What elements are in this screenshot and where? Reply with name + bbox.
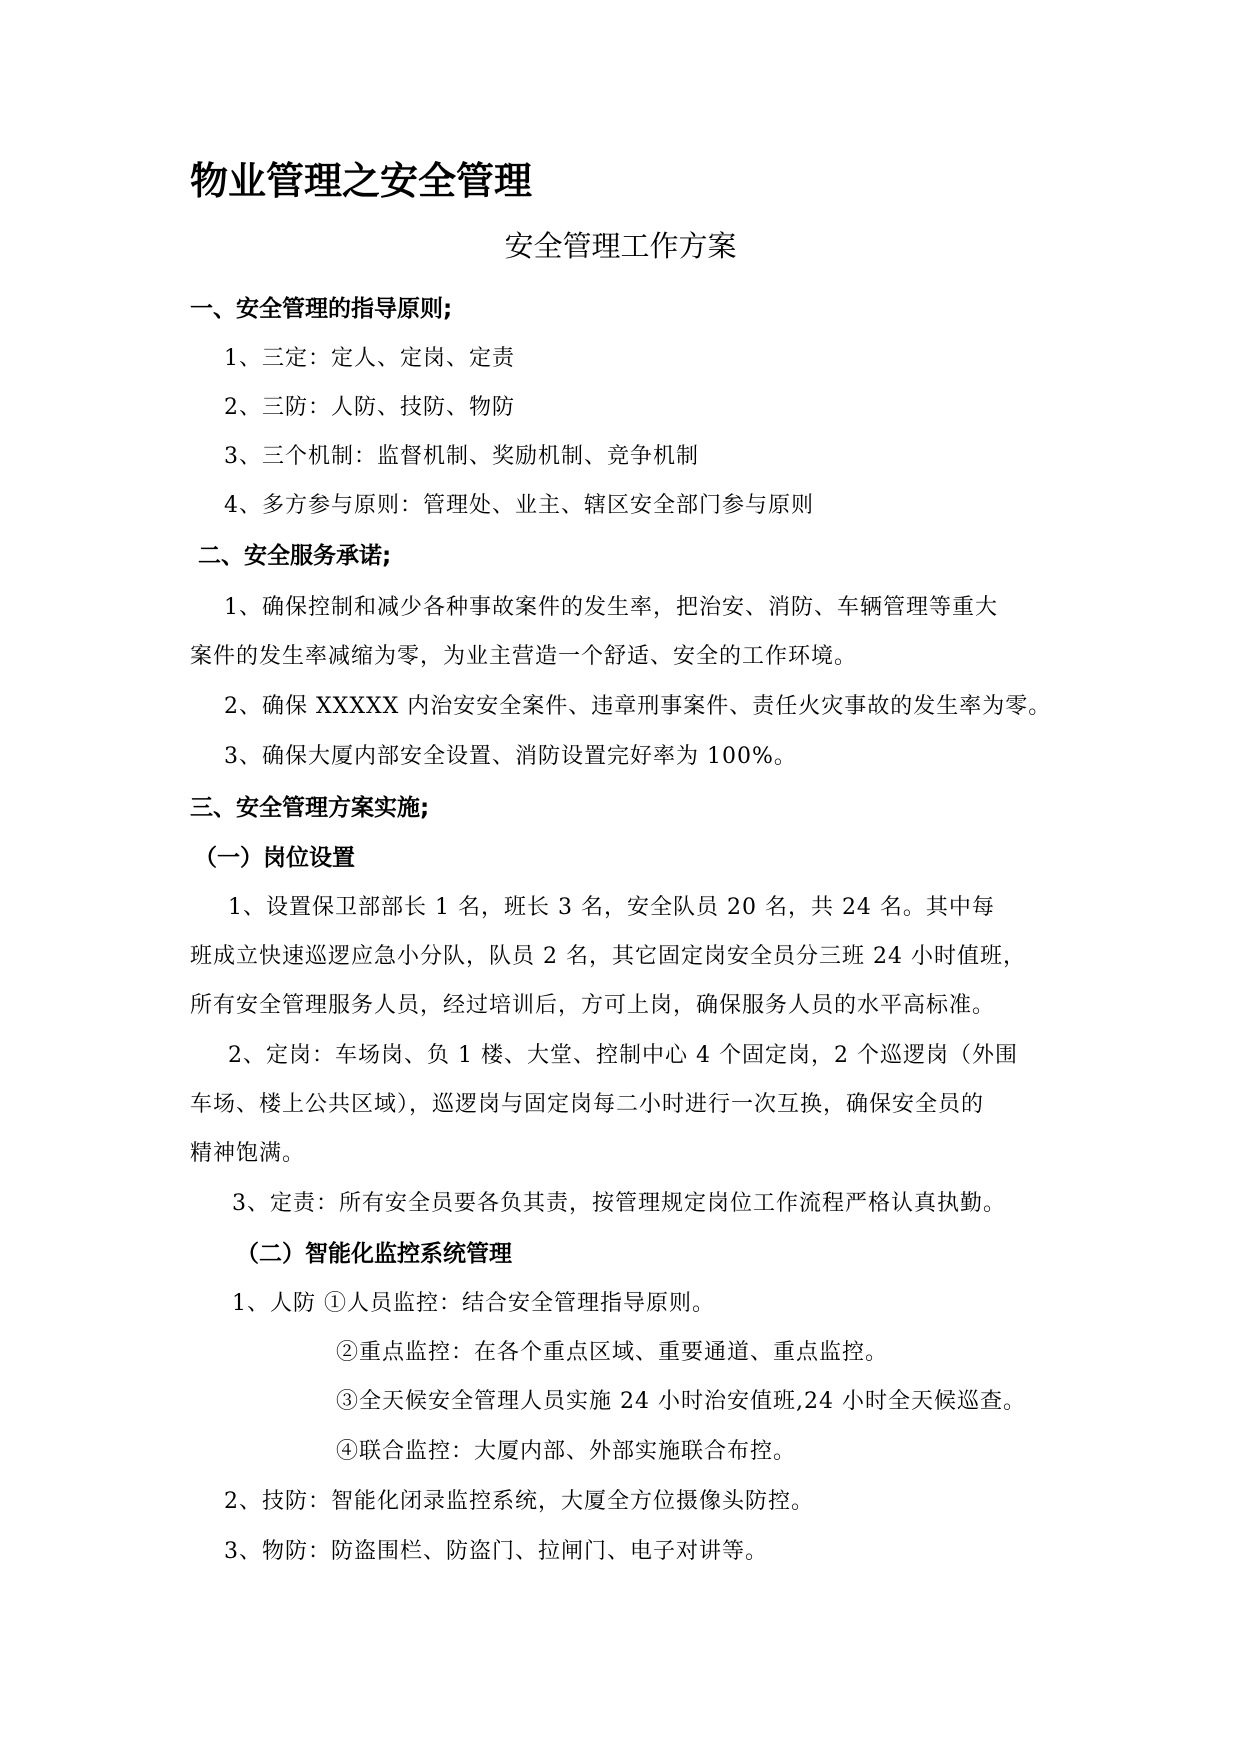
sub1-p1-line3: 所有安全管理服务人员，经过培训后，方可上岗，确保服务人员的水平高标准。 xyxy=(190,993,996,1018)
people-defense-4: ④联合监控：大厦内部、外部实施联合布控。 xyxy=(336,1439,797,1464)
physical-defense: 3、物防：防盗围栏、防盗门、拉闸门、电子对讲等。 xyxy=(224,1539,768,1564)
section3-sub2-heading: （二）智能化监控系统管理 xyxy=(236,1241,512,1267)
section3-sub1-heading: （一）岗位设置 xyxy=(194,845,355,871)
people-defense-1: 1、人防 ①人员监控：结合安全管理指导原则。 xyxy=(232,1291,715,1316)
people-defense-2: ②重点监控：在各个重点区域、重要通道、重点监控。 xyxy=(336,1340,889,1365)
document-subtitle: 安全管理工作方案 xyxy=(504,229,737,263)
sub1-p3: 3、定责：所有安全员要各负其责，按管理规定岗位工作流程严格认真执勤。 xyxy=(232,1191,1006,1216)
section2-item1-line2: 案件的发生率减缩为零，为业主营造一个舒适、安全的工作环境。 xyxy=(190,644,858,669)
section1-item-4: 4、多方参与原则：管理处、业主、辖区安全部门参与原则 xyxy=(224,493,814,518)
section1-item-1: 1、三定：定人、定岗、定责 xyxy=(224,346,515,371)
sub1-p1-line2: 班成立快速巡逻应急小分队，队员 2 名，其它固定岗安全员分三班 24 小时值班， xyxy=(190,944,1026,969)
sub1-p2-line1: 2、定岗：车场岗、负 1 楼、大堂、控制中心 4 个固定岗，2 个巡逻岗（外围 xyxy=(228,1043,1018,1068)
sub1-p2-line3: 精神饱满。 xyxy=(190,1141,306,1166)
tech-defense: 2、技防：智能化闭录监控系统，大厦全方位摄像头防控。 xyxy=(224,1489,814,1514)
section2-item2: 2、确保 XXXXX 内治安安全案件、违章刑事案件、责任火灾事故的发生率为零。 xyxy=(224,694,1052,719)
section3-heading: 三、安全管理方案实施; xyxy=(190,795,430,821)
section1-item-3: 3、三个机制：监督机制、奖励机制、竞争机制 xyxy=(224,444,699,469)
sub1-p1-line1: 1、设置保卫部部长 1 名，班长 3 名，安全队员 20 名，共 24 名。其中每 xyxy=(228,895,995,920)
section2-heading: 二、安全服务承诺; xyxy=(198,543,392,569)
people-defense-3: ③全天候安全管理人员实施 24 小时治安值班,24 小时全天候巡查。 xyxy=(336,1389,1026,1414)
section1-item-2: 2、三防：人防、技防、物防 xyxy=(224,395,515,420)
section2-item1-line1: 1、确保控制和减少各种事故案件的发生率，把治安、消防、车辆管理等重大 xyxy=(224,595,998,620)
section1-heading: 一、安全管理的指导原则; xyxy=(190,296,453,322)
document-title: 物业管理之安全管理 xyxy=(190,159,533,203)
sub1-p2-line2: 车场、楼上公共区域），巡逻岗与固定岗每二小时进行一次互换，确保安全员的 xyxy=(190,1092,985,1117)
section2-item3: 3、确保大厦内部安全设置、消防设置完好率为 100%。 xyxy=(224,744,797,769)
